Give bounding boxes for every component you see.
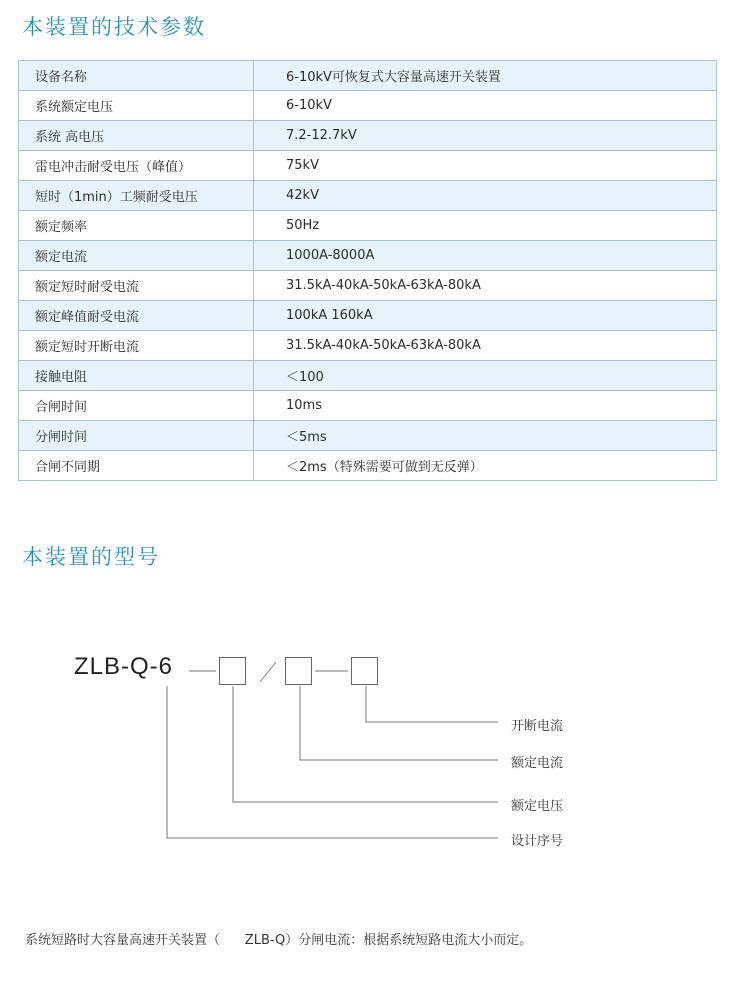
footnote: 系统短路时大容量高速开关装置（ ZLB-Q）分闸电流：根据系统短路电流大小而定。 [25,933,533,948]
spec-name: 接触电阻 [19,361,254,391]
label-design-serial: 设计序号 [511,834,564,849]
spec-name: 合闸不同期 [19,451,254,481]
spec-name: 分闸时间 [19,421,254,451]
spec-name: 额定短时开断电流 [19,331,254,361]
spec-value: ＜5ms [254,421,717,451]
spec-value: 31.5kA-40kA-50kA-63kA-80kA [254,331,717,361]
leader-breaking-current [366,686,498,722]
spec-value: 10ms [254,391,717,421]
spec-value: 7.2-12.7kV [254,121,717,151]
spec-value: ＜100 [254,361,717,391]
spec-name: 额定电流 [19,241,254,271]
spec-name: 系统额定电压 [19,91,254,121]
spec-value: 75kV [254,151,717,181]
leader-rated-current [300,686,498,760]
spec-name: 合闸时间 [19,391,254,421]
spec-value: 100kA 160kA [254,301,717,331]
label-rated-voltage: 额定电压 [511,799,564,814]
label-breaking-current: 开断电流 [511,719,564,734]
spec-value: 31.5kA-40kA-50kA-63kA-80kA [254,271,717,301]
spec-value: 50Hz [254,211,717,241]
spec-name: 额定短时耐受电流 [19,271,254,301]
spec-name: 短时（1min）工频耐受电压 [19,181,254,211]
spec-value: 1000A-8000A [254,241,717,271]
spec-value: 6-10kV [254,91,717,121]
spec-name: 额定频率 [19,211,254,241]
label-rated-current: 额定电流 [511,756,564,771]
spec-value: ＜2ms（特殊需要可做到无反弹） [254,451,717,481]
spec-name: 雷电冲击耐受电压（峰值） [19,151,254,181]
spec-name: 系统 高电压 [19,121,254,151]
spec-name: 额定峰值耐受电流 [19,301,254,331]
spec-value: 42kV [254,181,717,211]
model-prefix: ZLB-Q-6 [74,653,174,680]
spec-name: 设备名称 [19,61,254,91]
slash-line [260,662,276,682]
leader-design-serial [167,686,498,838]
section-title-model: 本装置的型号 [22,545,160,569]
spec-value: 6-10kV可恢复式大容量高速开关装置 [254,61,717,91]
section-title-specs: 本装置的技术参数 [22,15,206,39]
